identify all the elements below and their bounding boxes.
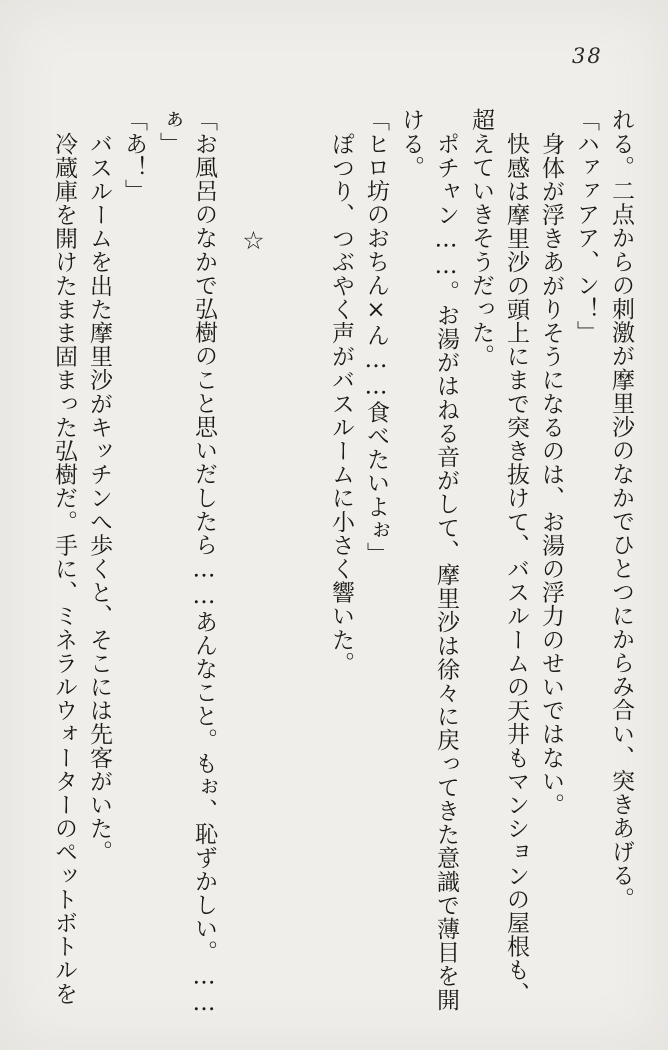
text-line-continuation: れる。二点からの刺激が摩里沙のなかでひとつにからみ合い、突きあげる。 bbox=[608, 108, 634, 911]
narration-line: ポチャン……。お湯がはねる音がして、摩里沙は徐々に戻ってきた意識で薄目を開ける。 bbox=[398, 108, 459, 1011]
page-number: 38 bbox=[572, 44, 603, 68]
dialogue-line: 「あ！」 bbox=[121, 108, 147, 203]
narration-line: 冷蔵庫を開けたまま固まった弘樹だ。手に、ミネラルウォーターのペットボトルを bbox=[51, 131, 77, 1005]
narration-line: 快感は摩里沙の頭上にまで突き抜けて、バスルームの天井もマンションの屋根も、超えていきそうだった。 bbox=[468, 108, 529, 1005]
dialogue-line: 「お風呂のなかで弘樹のこと思いだしたら……あんなこと。もぉ、恥ずかしい。……ぁ」 bbox=[156, 108, 217, 1017]
narration-line: 身体が浮きあがりそうになるのは、お湯の浮力のせいではない。 bbox=[538, 131, 564, 816]
section-divider-star-icon: ☆ bbox=[239, 226, 268, 256]
narration-line: バスルームを出た摩里沙がキッチンへ歩くと、そこには先客がいた。 bbox=[86, 131, 112, 864]
body-text bbox=[24, 108, 638, 1026]
dialogue-line: 「ヒロ坊のおちん×ん……食べたいよぉ」 bbox=[363, 108, 389, 566]
narration-line: ぽつり、つぶやく声がバスルームに小さく響いた。 bbox=[328, 131, 354, 675]
dialogue-line: 「ハァァアア、ン！」 bbox=[573, 108, 599, 344]
